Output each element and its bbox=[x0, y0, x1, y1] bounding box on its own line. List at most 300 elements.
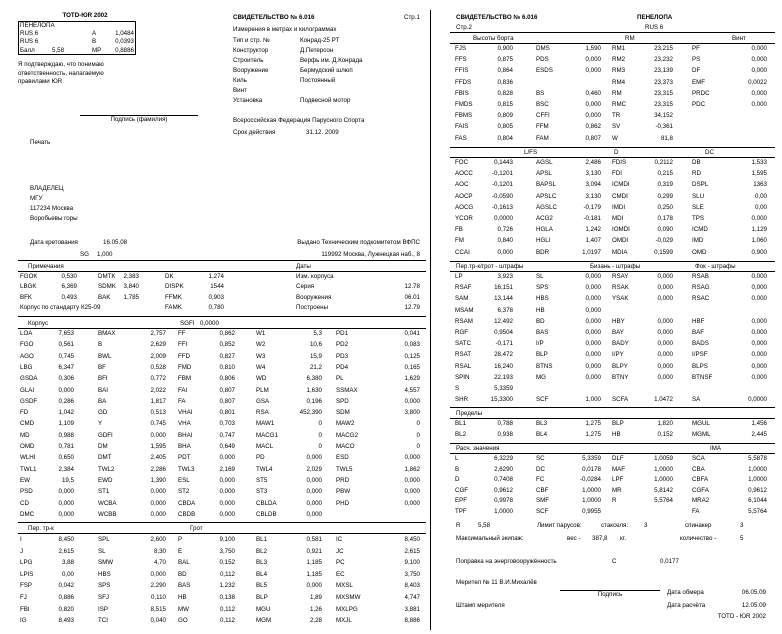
hull-cell: SDM bbox=[336, 409, 350, 417]
coef-cell: 0,319 bbox=[657, 181, 673, 189]
calc-cell: 1,0000 bbox=[582, 486, 601, 494]
hull-cell: 0,041 bbox=[404, 330, 420, 337]
coef-cell: FOC bbox=[455, 159, 469, 166]
coef-cell: 0,250 bbox=[657, 203, 673, 211]
print-label: Печать bbox=[30, 139, 51, 146]
date-measured-label: Дата обмера bbox=[667, 589, 704, 596]
hull-cell: 2,022 bbox=[150, 386, 166, 394]
sail-cell: 0,000 bbox=[657, 340, 673, 348]
hull-cell: FFI bbox=[178, 341, 188, 349]
hull-cell: TWL4 bbox=[256, 465, 273, 473]
hull-cell: 0,000 bbox=[306, 499, 322, 507]
calc-cell: DC bbox=[536, 465, 545, 473]
coef-cell: -0,181 bbox=[583, 215, 601, 222]
energy-correction-label: Поправка на энерговооружённость bbox=[456, 558, 557, 565]
calc-cell: 0,9978 bbox=[494, 497, 513, 505]
hull-cell: MAW1 bbox=[256, 420, 275, 428]
sail-cell: SPIN bbox=[455, 373, 470, 381]
coef-cell: ICMD bbox=[692, 226, 708, 234]
height-cell: 0,805 bbox=[497, 123, 513, 131]
spec-label: Установка bbox=[233, 97, 263, 104]
coef-cell: 0,726 bbox=[497, 226, 513, 234]
note-cell: 0,530 bbox=[61, 273, 77, 280]
hull-label: Корпус bbox=[28, 320, 48, 327]
rating-cell: RUS 6 bbox=[20, 38, 39, 46]
hull-cell: PD1 bbox=[336, 330, 349, 337]
coef-cell: 0,0000 bbox=[494, 215, 513, 222]
height-cell: 1,590 bbox=[585, 45, 601, 52]
height-cell: FMDS bbox=[455, 101, 473, 108]
limit-cell: BL1 bbox=[455, 420, 467, 427]
coef-cell: SLE bbox=[692, 203, 704, 211]
spec-value: Подвесной мотор bbox=[300, 97, 351, 104]
calc-cell: 0,0178 bbox=[582, 465, 601, 473]
hull-cell: WCBB bbox=[98, 510, 117, 518]
coef-cell: AOCC bbox=[455, 170, 473, 178]
coef-cell: 0,1599 bbox=[654, 248, 673, 256]
rig-cell: 0,886 bbox=[58, 594, 74, 601]
hull-cell: 2,757 bbox=[150, 330, 166, 337]
calc-cell: 0,7408 bbox=[494, 476, 513, 484]
calc-cell: 1,0000 bbox=[654, 465, 673, 473]
spec-label: Киль bbox=[233, 77, 247, 84]
sail-limit-label: Лимит парусов: bbox=[537, 522, 582, 529]
calc-cell: CBFA bbox=[692, 476, 709, 484]
certificate-title-2: СВИДЕТЕЛЬСТВО № 6.016 bbox=[456, 14, 538, 21]
hull-cell: 0 bbox=[318, 431, 322, 439]
hull-cell: 0,125 bbox=[404, 352, 420, 360]
coef-cell: 0,900 bbox=[751, 248, 767, 256]
limit-cell: 1,275 bbox=[585, 431, 601, 438]
calc-cell: CGF bbox=[455, 486, 469, 494]
hull-cell: WD bbox=[256, 375, 267, 383]
calc-cell: CBA bbox=[692, 465, 705, 473]
sail-cell: SCFA bbox=[612, 396, 629, 404]
sail-cell: BTNS bbox=[536, 362, 553, 370]
hull-cell: 0,000 bbox=[58, 488, 74, 496]
hull-cell: WLHI bbox=[20, 454, 36, 462]
height-cell: 23,232 bbox=[654, 56, 673, 64]
spec-value: Конрад-25 РТ bbox=[300, 37, 340, 44]
note-cell: 0,903 bbox=[208, 293, 224, 301]
calc-cell: 1,0000 bbox=[582, 497, 601, 505]
rig-cell: 8,450 bbox=[404, 536, 420, 543]
sail-cell: 0,000 bbox=[751, 340, 767, 348]
height-cell: RM1 bbox=[612, 45, 626, 52]
note-cell: 12.79 bbox=[404, 303, 420, 311]
hull-cell: GD bbox=[98, 409, 108, 417]
calc-cell: 1,0059 bbox=[654, 455, 673, 462]
coef-header-1: L/FS bbox=[524, 149, 538, 156]
height-cell: 0,460 bbox=[585, 89, 601, 97]
calc-cell: 1,0000 bbox=[748, 465, 767, 473]
height-cell: FFIS bbox=[455, 67, 469, 75]
propeller-header: Винт bbox=[732, 35, 746, 42]
sail-cell: BLPS bbox=[692, 362, 708, 370]
coef-cell: IMDI bbox=[612, 203, 626, 211]
height-cell: 0,807 bbox=[585, 134, 601, 142]
sail-cell: 3,923 bbox=[497, 273, 513, 280]
coef-cell: 3,094 bbox=[585, 181, 601, 189]
height-cell: -0,361 bbox=[655, 123, 673, 131]
sail-cell: LP bbox=[455, 273, 463, 280]
hull-cell: FD bbox=[20, 409, 29, 417]
hull-cell: PDT bbox=[178, 454, 191, 462]
rating-cell: A bbox=[92, 30, 97, 38]
height-cell: DF bbox=[692, 67, 701, 75]
hull-cell: 0,781 bbox=[58, 443, 74, 450]
rating-cell: 0,8886 bbox=[115, 46, 134, 54]
height-cell: ESDS bbox=[536, 67, 553, 75]
hull-cell: ESL bbox=[178, 476, 190, 484]
rig-cell: 3,750 bbox=[404, 570, 420, 578]
hull-cell: PD4 bbox=[336, 363, 349, 371]
c-value: 0,0177 bbox=[660, 558, 679, 565]
hull-cell: GSDF bbox=[20, 397, 38, 405]
rating-cell: MP bbox=[92, 46, 102, 54]
hull-cell: 5,3 bbox=[313, 330, 322, 337]
sail-cell: 0,000 bbox=[751, 373, 767, 381]
coef-cell: TPS bbox=[692, 215, 705, 222]
coef-cell: -0,1613 bbox=[492, 203, 513, 211]
calc-cell: LPF bbox=[612, 476, 624, 484]
sail-cell: BADY bbox=[612, 340, 629, 348]
hull-cell: ST1 bbox=[98, 488, 110, 496]
hull-cell: 0,000 bbox=[150, 488, 166, 496]
coef-cell: 1,0197 bbox=[582, 248, 601, 256]
r-value: 5,58 bbox=[478, 522, 491, 529]
sail-cell: YSAK bbox=[612, 295, 629, 303]
sail-cell: RSAL bbox=[455, 362, 472, 370]
coef-cell: 0,2112 bbox=[654, 159, 673, 166]
height-cell: 0,000 bbox=[585, 101, 601, 108]
hull-cell: 1,109 bbox=[58, 420, 74, 428]
rig-cell: ISP bbox=[98, 605, 108, 613]
coef-cell: SLU bbox=[692, 192, 705, 200]
stamp-label: Штамп мерителя bbox=[456, 602, 505, 609]
note-cell: Корпус по стандарту К25-09 bbox=[20, 303, 101, 311]
hull-cell: PLM bbox=[256, 386, 269, 394]
rig-cell: 1,185 bbox=[306, 559, 322, 567]
note-cell: 0,780 bbox=[208, 303, 224, 311]
expiry-date: 31.12. 2009 bbox=[306, 129, 339, 136]
coef-cell: IOMDI bbox=[612, 226, 630, 234]
coef-cell: APSL bbox=[536, 170, 552, 178]
height-cell: EMF bbox=[692, 78, 706, 86]
hull-cell: 2,629 bbox=[150, 341, 166, 349]
hull-cell: 0,801 bbox=[219, 409, 235, 417]
coef-cell: -0,1201 bbox=[492, 170, 513, 178]
hull-cell: DMT bbox=[98, 454, 112, 462]
owner-line: 117234 Москва bbox=[30, 205, 74, 212]
notes-header: Примечания bbox=[28, 263, 64, 270]
sail-cell: BLP bbox=[536, 351, 548, 359]
calc-cell: 0,9612 bbox=[494, 486, 513, 494]
created-label: Дата кретования bbox=[30, 239, 78, 246]
hull-cell: 0,988 bbox=[58, 431, 74, 439]
limit-cell: 0,152 bbox=[657, 431, 673, 438]
hull-cell: 452,390 bbox=[299, 409, 322, 417]
note-cell: DK bbox=[165, 273, 174, 280]
coef-cell: ACG2 bbox=[536, 215, 553, 222]
rig-cell: IG bbox=[20, 617, 27, 625]
hull-cell: 0,000 bbox=[404, 488, 420, 496]
spec-label: Винт bbox=[233, 87, 247, 94]
hull-cell: GSDA bbox=[20, 375, 38, 383]
sail-cell: 0,000 bbox=[585, 295, 601, 303]
height-cell: PS bbox=[692, 56, 701, 64]
hull-cell: DMC bbox=[20, 510, 35, 518]
limit-cell: 1,275 bbox=[585, 420, 601, 427]
page-number-2: Стр.2 bbox=[456, 24, 472, 31]
sail-cell: RSAC bbox=[692, 295, 710, 303]
expiry-label: Срок действия bbox=[233, 129, 276, 136]
height-cell: 0,000 bbox=[585, 56, 601, 64]
hull-cell: 0,772 bbox=[150, 375, 166, 383]
height-cell: 0,804 bbox=[497, 134, 513, 142]
sail-cell: 0,000 bbox=[585, 340, 601, 348]
note-cell: BFK bbox=[20, 293, 33, 301]
rig-cell: SPL bbox=[98, 536, 110, 543]
coef-cell: RD bbox=[692, 170, 701, 178]
sail-cell: 0,000 bbox=[657, 373, 673, 381]
sail-cell: S bbox=[455, 385, 460, 392]
rating-cell: 0,0393 bbox=[115, 38, 134, 46]
rig-cell: FBI bbox=[20, 605, 30, 613]
owner-line: Воробьевы горы bbox=[30, 215, 78, 222]
calc-cell: SCA bbox=[692, 455, 705, 462]
calc-cell: 1,0000 bbox=[494, 508, 513, 515]
coef-cell: HGLI bbox=[536, 237, 551, 245]
rig-cell: 0,042 bbox=[58, 582, 74, 590]
hull-cell: W4 bbox=[256, 363, 266, 371]
limit-cell: HB bbox=[612, 431, 621, 438]
height-cell: BS bbox=[536, 89, 545, 97]
sail-cell: SHR bbox=[455, 396, 469, 404]
rig-cell: 0,112 bbox=[219, 570, 235, 578]
hull-cell: MACL bbox=[256, 443, 274, 450]
sg-value: 1,000 bbox=[97, 251, 113, 258]
sail-cell: 1,000 bbox=[585, 396, 601, 404]
issued-by-2: 119992 Москва, Лужнецкая наб., 8 bbox=[321, 251, 420, 258]
measurer-label: Мерител № 11 В.И.Михалёв bbox=[456, 579, 537, 586]
rig-cell: E bbox=[178, 547, 183, 555]
rig-cell: SFJ bbox=[98, 594, 110, 601]
note-cell: 2,383 bbox=[123, 273, 139, 280]
height-cell: 0,000 bbox=[585, 67, 601, 75]
rig-cell: 0,00 bbox=[61, 570, 74, 578]
coef-cell: 0,000 bbox=[497, 248, 513, 256]
coef-cell: 1,533 bbox=[751, 159, 767, 166]
hull-cell: 21,2 bbox=[309, 363, 322, 371]
hull-cell: FAI bbox=[178, 386, 188, 394]
hull-cell: RSA bbox=[256, 409, 269, 417]
rig-cell: 0,581 bbox=[306, 536, 322, 543]
panel1-header: TOTD-ЮR 2002 bbox=[62, 12, 108, 19]
coef-cell: FB bbox=[455, 226, 463, 234]
hull-cell: EW bbox=[20, 476, 30, 484]
coef-cell: HGLA bbox=[536, 226, 553, 234]
rm-header: RM bbox=[625, 35, 635, 42]
coef-cell: 1,129 bbox=[751, 226, 767, 234]
sail-cell: 16,151 bbox=[494, 284, 513, 292]
coef-cell: FDIS bbox=[612, 159, 627, 166]
height-cell: 23,139 bbox=[654, 67, 673, 75]
hull-cell: 0 bbox=[318, 420, 322, 428]
coef-cell: AGSL bbox=[536, 159, 553, 166]
height-cell: 0,875 bbox=[497, 56, 513, 64]
units-subtitle: Измерения в метрах и килограммах bbox=[233, 26, 337, 33]
hull-cell: 0,745 bbox=[150, 420, 166, 428]
height-cell: RM bbox=[612, 89, 622, 97]
hull-cell: MACO bbox=[336, 443, 355, 450]
hull-cell: PBW bbox=[336, 488, 351, 496]
calc-cell: FA bbox=[692, 508, 700, 515]
rig-cell: SMW bbox=[98, 559, 114, 567]
rig-cell: MW bbox=[178, 605, 189, 613]
hull-cell: ST5 bbox=[256, 476, 268, 484]
coef-header-2: D bbox=[614, 149, 619, 156]
note-cell: Изм. корпуса bbox=[296, 273, 334, 280]
hull-cell: W2 bbox=[256, 341, 266, 349]
note-cell: Вооружения bbox=[296, 293, 332, 301]
sail-cell: 0,000 bbox=[657, 295, 673, 303]
coef-cell: AOCG bbox=[455, 203, 474, 211]
height-cell: 0,000 bbox=[751, 89, 767, 97]
height-cell: FBMS bbox=[455, 112, 473, 120]
rating-cell: Балл bbox=[20, 46, 35, 54]
sail-cell: 0,000 bbox=[585, 273, 601, 280]
calc-cell: 5,3359 bbox=[582, 455, 601, 462]
sail-cell: SPS bbox=[536, 284, 549, 292]
sail-cell: 0,000 bbox=[585, 329, 601, 336]
hull-cell: FA bbox=[178, 397, 186, 405]
ima-label: IMA bbox=[710, 445, 722, 452]
sail-cell: HBS bbox=[536, 295, 549, 303]
hull-cell: 0,807 bbox=[219, 397, 235, 405]
calc-cell: B bbox=[455, 465, 460, 473]
crew-count-label: количество - bbox=[680, 535, 717, 542]
sail-cell: 0,000 bbox=[751, 351, 767, 359]
limit-cell: 1,820 bbox=[657, 420, 673, 427]
height-cell: FFM bbox=[536, 123, 549, 131]
hull-cell: DM bbox=[98, 443, 108, 450]
height-cell: 0,836 bbox=[497, 78, 513, 86]
rig-cell: 0,040 bbox=[150, 617, 166, 625]
coef-cell: MDI bbox=[612, 215, 624, 222]
hull-cell: 0,000 bbox=[404, 476, 420, 484]
height-cell: 23,373 bbox=[654, 78, 673, 86]
sail-cell: -0,171 bbox=[495, 340, 513, 348]
hull-cell: FFD bbox=[178, 352, 191, 360]
rig-cell: 0,138 bbox=[219, 594, 235, 601]
hull-cell: 2,384 bbox=[58, 465, 74, 473]
crew-count: 5 bbox=[740, 535, 744, 542]
coef-cell: 1,060 bbox=[751, 237, 767, 245]
sail-cell: BAF bbox=[692, 329, 705, 336]
coef-cell: 3,130 bbox=[585, 192, 601, 200]
issued-by-1: Выдано Техническим подкомитетом ВФПС bbox=[297, 239, 420, 246]
sail-cell: 6,378 bbox=[497, 306, 513, 314]
calc-cell: 5,8142 bbox=[654, 486, 673, 494]
hull-cell: LOA bbox=[20, 330, 33, 337]
hull-cell: 0,000 bbox=[219, 488, 235, 496]
rig-cell: 0,000 bbox=[306, 582, 322, 590]
calc-cell: 0,9955 bbox=[582, 508, 601, 515]
rating-cell: 1,0484 bbox=[115, 30, 134, 38]
hull-cell: 1,595 bbox=[150, 443, 166, 450]
sail-cell: 0,000 bbox=[751, 273, 767, 280]
sail-cell: BTNY bbox=[612, 373, 629, 381]
hull-cell: PSD bbox=[20, 488, 33, 496]
hull-cell: MAW2 bbox=[336, 420, 355, 428]
hull-cell: OMD bbox=[20, 443, 35, 450]
rig-cell: 1,185 bbox=[306, 570, 322, 578]
rig-cell: 4,70 bbox=[153, 559, 166, 567]
heights-header: Высоты борта bbox=[473, 35, 514, 42]
height-cell: FJS bbox=[455, 45, 467, 52]
hull-cell: 0 bbox=[416, 431, 420, 439]
limit-cell: MGML bbox=[692, 431, 711, 438]
mainsail-label: Грот bbox=[190, 525, 203, 532]
coef-cell: 2,486 bbox=[585, 159, 601, 166]
height-cell: FAS bbox=[455, 134, 467, 142]
spec-label: Строитель bbox=[233, 57, 264, 64]
rig-cell: LPG bbox=[20, 559, 33, 567]
hull-cell: MACG1 bbox=[256, 431, 279, 439]
r-label: R bbox=[456, 522, 461, 529]
certificate-title-1: СВИДЕТЕЛЬСТВО № 6.016 bbox=[233, 14, 315, 21]
coef-cell: FM bbox=[455, 237, 464, 245]
owner-line: МГУ bbox=[30, 195, 43, 202]
confirmation-line: Я подтверждаю, что понимаю bbox=[18, 61, 104, 68]
hull-cell: PHD bbox=[336, 499, 350, 507]
coef-cell: 0,299 bbox=[657, 192, 673, 200]
rig-cell: 2,615 bbox=[404, 547, 420, 555]
rig-cell: 3,88 bbox=[61, 559, 74, 567]
limit-cell: 1,456 bbox=[751, 420, 767, 427]
note-cell: 06.01 bbox=[404, 293, 420, 301]
hull-cell: 0,807 bbox=[219, 386, 235, 394]
rig-cell: TCI bbox=[98, 617, 108, 625]
note-cell: DISPK bbox=[165, 283, 184, 291]
hull-cell: TWL5 bbox=[336, 465, 353, 473]
sail-cell: 0,000 bbox=[657, 273, 673, 280]
sail-cell: 0,000 bbox=[585, 284, 601, 292]
hull-cell: 4,557 bbox=[404, 386, 420, 394]
note-cell: 6,369 bbox=[61, 283, 77, 291]
height-cell: TR bbox=[612, 112, 621, 120]
boat-name: ПЕНЕЛОПА bbox=[637, 14, 673, 21]
hull-cell: BHA bbox=[178, 443, 191, 450]
height-cell: 0,815 bbox=[497, 101, 513, 108]
rig-cell: 2,600 bbox=[150, 536, 166, 543]
rig-cell: BL3 bbox=[256, 559, 268, 567]
height-cell: W bbox=[612, 134, 618, 142]
hull-cell: CBLDB bbox=[256, 510, 277, 518]
hull-cell: 0,196 bbox=[306, 397, 322, 405]
sg-label: SG bbox=[80, 251, 89, 258]
hull-cell: 1,042 bbox=[58, 409, 74, 417]
hull-cell: PD3 bbox=[336, 352, 349, 360]
page-number-1: Стр.1 bbox=[404, 14, 420, 21]
coef-cell: IMD bbox=[692, 237, 704, 245]
hull-cell: 0 bbox=[416, 443, 420, 450]
rig-cell: BL5 bbox=[256, 582, 268, 590]
hull-cell: AGO bbox=[20, 352, 34, 360]
height-cell: DMS bbox=[536, 45, 550, 52]
note-cell: Построены bbox=[296, 303, 329, 311]
